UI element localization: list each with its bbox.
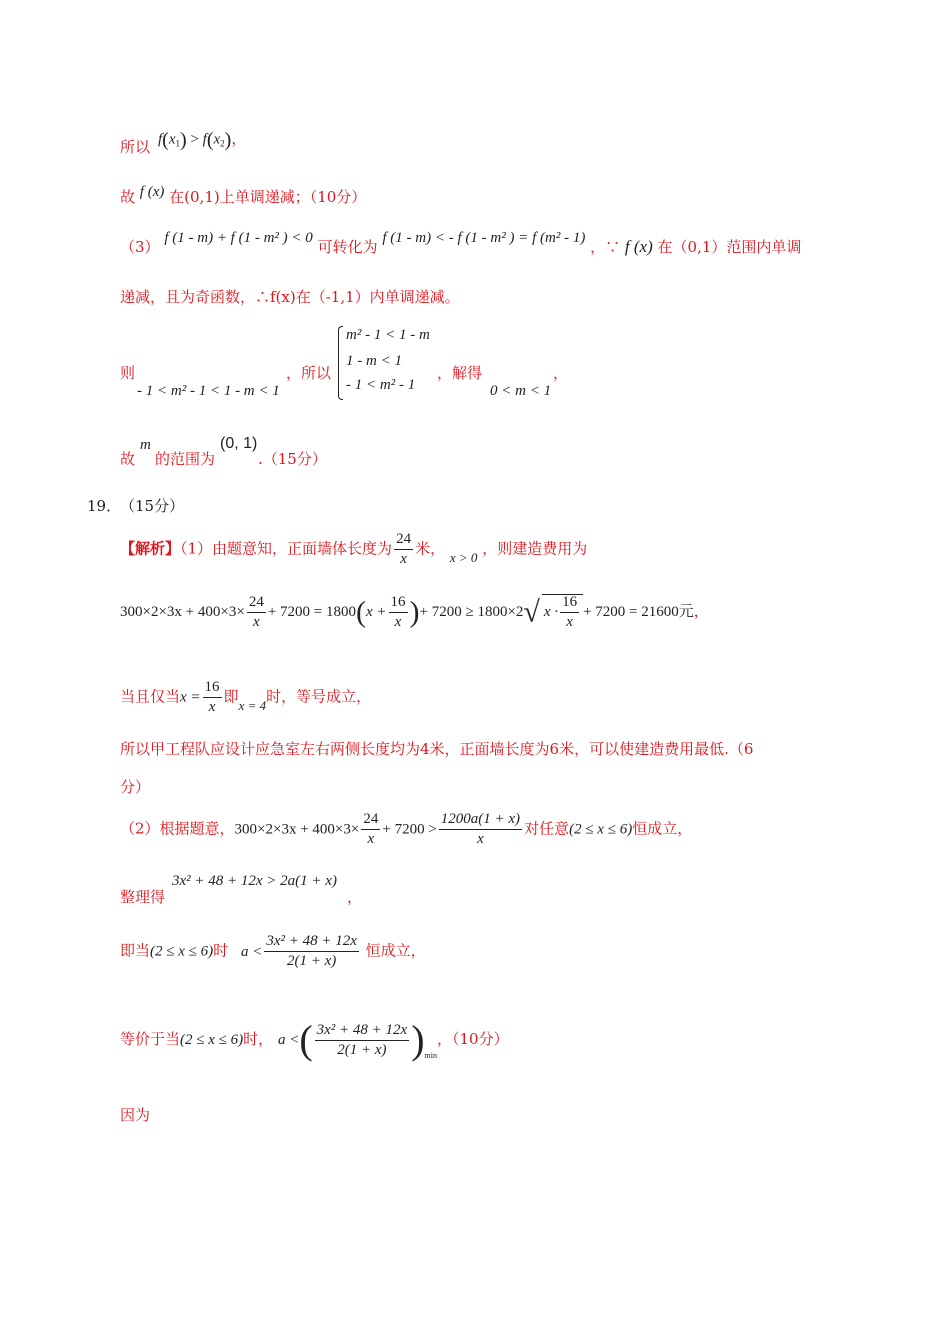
- system-line-2: 1 - m < 1: [346, 353, 402, 369]
- question-number: 19．: [87, 497, 122, 515]
- fraction-denominator: x: [394, 614, 402, 630]
- fraction-denominator: x: [400, 551, 407, 567]
- line-conclusion: 所以甲工程队应设计应急室左右两侧长度均为4米，正面墙长度为6米，可以使建造费用最低.（6: [120, 740, 754, 758]
- gt-symbol: >: [190, 131, 199, 148]
- text-range: 的范围为: [155, 450, 216, 468]
- cost-part-3: x +: [365, 603, 387, 620]
- math-range: (2 ≤ x ≤ 6): [569, 821, 633, 838]
- cost-part-5: x ·: [543, 603, 559, 620]
- fraction-denominator: x: [367, 831, 375, 847]
- fraction-numerator: 24: [361, 812, 380, 830]
- fraction-denominator: 2(1 + x): [286, 953, 337, 969]
- math-interval: (0, 1): [220, 435, 258, 452]
- text-transform: 可转化为: [317, 238, 378, 256]
- fraction-numerator: 16: [203, 680, 222, 698]
- text-score-15: .（15分）: [258, 450, 327, 468]
- fraction-denominator: 2(1 + x): [337, 1041, 387, 1058]
- line-decreasing: [120, 184, 367, 206]
- text-cost: ，则建造费用为: [482, 539, 588, 558]
- text-always: 恒成立，: [632, 819, 693, 838]
- fraction-numerator: 3x² + 48 + 12x: [264, 934, 359, 952]
- comma: ，: [693, 603, 709, 620]
- text-equality-holds: 时，等号成立，: [266, 687, 372, 706]
- cost-part-6: + 7200 = 21600元: [583, 603, 694, 620]
- line-odd-function: 递减，且为奇函数，∴f(x)在（-1,1）内单调递减。: [120, 288, 460, 306]
- fraction-numerator: 16: [389, 595, 408, 613]
- text-then: 则: [120, 364, 136, 382]
- line-equality: [120, 680, 371, 715]
- text-monotone: 在（0,1）范围内单调: [657, 238, 802, 256]
- line-cost-expression: 300×2×3x + 400×3× $\frac{24}{x}$ + 7200 = 1800(x + $\frac{16}{x}$ )+ 7200 ≥ 1800×2√ x · $\frac{16}{x}$ + 7200 = 21600元，: [120, 594, 709, 630]
- text-namely: 即: [223, 687, 239, 706]
- line-score-6: 分）: [120, 778, 151, 796]
- math-x-eq: x =: [180, 689, 201, 706]
- cost-part-1: 300×2×3x + 400×3×: [120, 603, 245, 620]
- math-expr-1: 300×2×3x + 400×3×: [234, 821, 360, 838]
- math-chain-inequality: - 1 < m² - 1 < 1 - m < 1: [137, 383, 280, 399]
- subscript: 1: [175, 138, 181, 149]
- text-decreasing: 在(0,1)上单调递减；（10分）: [169, 188, 367, 206]
- text-part2: （2）根据题意，: [120, 819, 235, 838]
- text-simplify: 整理得: [120, 888, 166, 906]
- math-inequality-2: f (1 - m) < - f (1 - m² ) = f (m² - 1): [382, 230, 586, 246]
- fraction-denominator: x: [208, 699, 216, 715]
- fraction-denominator: x: [477, 831, 484, 847]
- subscript: 2: [220, 138, 225, 149]
- x-symbol: x: [213, 131, 221, 148]
- system-line-1: m² - 1 < 1 - m: [346, 327, 430, 343]
- fraction-denominator: x: [566, 614, 573, 630]
- fraction-numerator: 1200a(1 + x): [439, 812, 522, 830]
- system-line-3: - 1 < m² - 1: [346, 377, 416, 393]
- math-fx: f (x): [139, 184, 165, 200]
- fraction-numerator: 16: [560, 595, 579, 613]
- text-meter: 米，: [415, 539, 446, 558]
- comma: ，: [553, 364, 569, 382]
- f-symbol: f: [202, 131, 207, 148]
- text-wall-length: （1）由题意知，正面墙体长度为: [180, 539, 393, 558]
- math-x-4: x = 4: [238, 697, 267, 713]
- math-a-lt: a <: [277, 1032, 300, 1048]
- text-so: ，所以: [286, 364, 332, 382]
- text-time: 时，: [243, 1030, 274, 1048]
- math-min: min: [424, 1051, 437, 1060]
- x-symbol: x: [168, 131, 176, 148]
- math-f-compare: $f(x_1) > f(x_2)$，: [158, 129, 247, 151]
- math-inequality: f (1 - m) + f (1 - m² ) < 0: [164, 230, 313, 246]
- text-time: 时: [213, 941, 229, 960]
- math-fx: f (x): [624, 237, 653, 256]
- text-equivalent: 等价于当: [120, 1030, 181, 1048]
- line-analysis: [120, 532, 587, 567]
- line-so: [120, 140, 150, 155]
- fraction-numerator: 3x² + 48 + 12x: [315, 1023, 410, 1041]
- math-result: 0 < m < 1: [490, 383, 552, 399]
- math-simplified: 3x² + 48 + 12x > 2a(1 + x): [172, 873, 337, 889]
- cost-part-2: + 7200 = 1800: [267, 603, 356, 620]
- text-solve: ，解得: [437, 364, 483, 382]
- text-so: 所以: [120, 138, 151, 156]
- analysis-tag: 【解析】: [120, 539, 181, 558]
- text-always: 恒成立，: [365, 941, 426, 960]
- math-a-lt: a <: [240, 943, 263, 960]
- f-symbol: f: [158, 131, 163, 148]
- comma: ，: [231, 131, 247, 148]
- line-equivalent: 等价于当(2 ≤ x ≤ 6)时， a <( $\frac{\text{3x² + 48 + 12x}}{2(1 + x)}$ )$_{min}$，（10分）: [120, 1017, 509, 1062]
- math-expr-2: + 7200 >: [382, 821, 437, 838]
- text-when: 即当: [120, 941, 151, 960]
- text-part3: （3）: [120, 238, 160, 256]
- fraction-denominator: x: [252, 614, 260, 630]
- text-therefore: 故: [120, 450, 136, 468]
- fraction-numerator: 24: [394, 532, 413, 550]
- line-part3: [120, 230, 802, 256]
- fraction-numerator: 24: [247, 595, 266, 613]
- math-condition: x > 0: [449, 549, 478, 565]
- text-because: ，∵: [590, 238, 621, 256]
- math-range: (2 ≤ x ≤ 6): [180, 1032, 244, 1048]
- text-therefore: 故: [120, 188, 136, 206]
- line-part2: [120, 812, 692, 847]
- line-because: 因为: [120, 1106, 151, 1124]
- comma: ，: [347, 888, 363, 906]
- line-when: [120, 934, 426, 969]
- text-score-10: ，（10分）: [436, 1030, 509, 1048]
- text-for-any: 对任意: [524, 819, 570, 838]
- text-iff: 当且仅当: [120, 687, 181, 706]
- cost-part-4: + 7200 ≥ 1800×2: [419, 603, 524, 620]
- system-brace: [338, 326, 343, 400]
- math-range: (2 ≤ x ≤ 6): [150, 943, 214, 960]
- question-score: （15分）: [120, 497, 185, 515]
- math-m: m: [140, 437, 151, 453]
